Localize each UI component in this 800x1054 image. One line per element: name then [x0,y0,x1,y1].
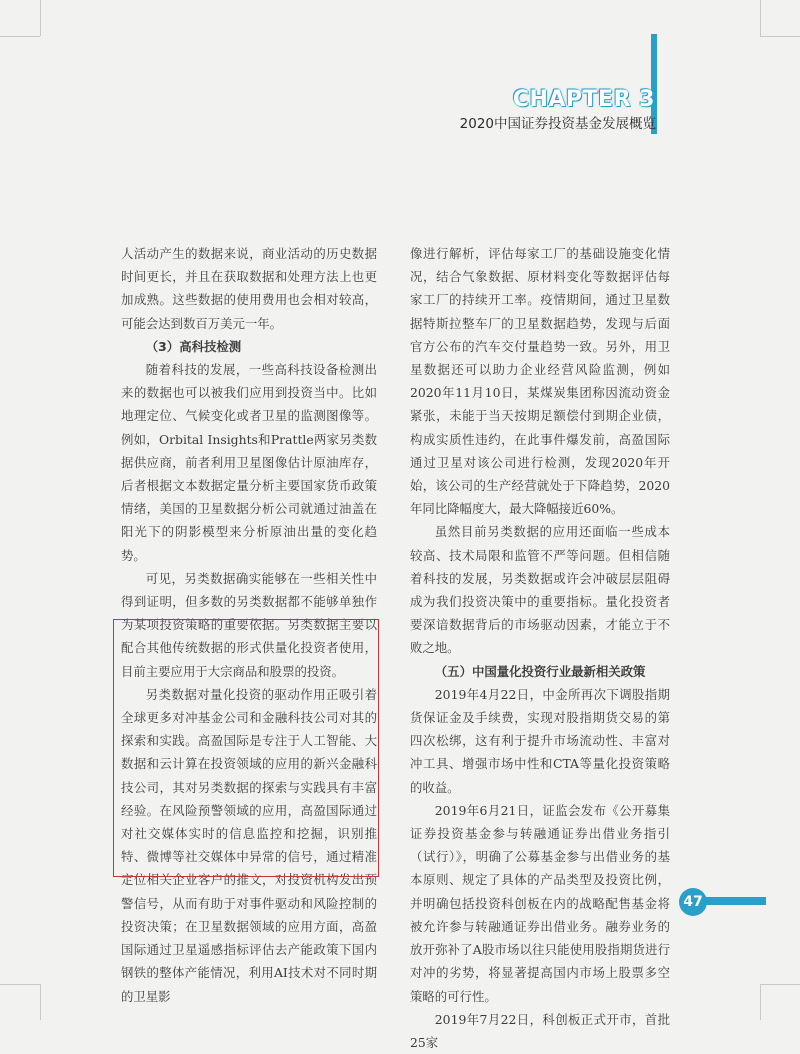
running-header-title: 2020中国证券投资基金发展概览 [459,116,656,132]
paragraph: 人活动产生的数据来说，商业活动的历史数据时间更长，并且在获取数据和处理方法上也更加成熟。这些数据的使用费用也会相对较高，可能会达到数百万美元一年。 [121,246,377,331]
crop-mark [760,36,800,37]
crop-mark [40,984,41,1020]
right-column [410,242,670,1054]
crop-mark [760,984,800,985]
crop-mark [760,0,761,36]
chapter-label: CHAPTER 3 [512,87,655,112]
section-heading: （五）中国量化投资行业最新相关政策 [434,663,646,679]
paragraph: 2019年7月22日，科创板正式开市，首批25家 [410,1011,670,1050]
paragraph: 像进行解析，评估每家工厂的基础设施变化情况，结合气象数据、原材料变化等数据评估每家工厂的持续开工率。疫情期间，通过卫星数据特斯拉整车厂的卫星数据趋势，发现与后面官方公布的汽车交付量趋势一致。另外，用卫星数据还可以助力企业经营风险监测，例如2020年11月10日，某煤炭集团称因流动资金紧张，未能于当天按期足额偿付到期企业债，构成实质性违约，在此事件爆发前，高盈国际通过卫星对该公司进行检测，发现2020年开始，该公司的生产经营就处于下降趋势，2020年同比降幅度大，最大降幅接近60%。 [410,246,670,517]
paragraph: 可见，另类数据确实能够在一些相关性中得到证明，但多数的另类数据都不能够单独作为某项投资策略的重要依据。另类数据主要以配合其他传统数据的形式供量化投资者使用，目前主要应用于大宗商品和股票的投资。 [121,570,377,679]
crop-mark [760,984,761,1020]
page-number: 47 [679,888,707,916]
paragraph: 虽然目前另类数据的应用还面临一些成本较高、技术局限和监管不严等问题。但相信随着科技的发展，另类数据或许会冲破层层阻碍成为我们投资决策中的重要指标。量化投资者要深谙数据背后的市场驱动因素，才能立于不败之地。 [410,524,670,656]
paragraph: 随着科技的发展，一些高科技设备检测出来的数据也可以被我们应用到投资当中。比如地理定位、气候变化或者卫星的监测图像等。例如，Orbital Insights和Prattle两家另类数据供应商，前者利用卫星图像估计原油库存，后者根据文本数据定量分析主要国家货币政策情绪，美国的卫星数据分析公司就通过油盖在阳光下的阴影模型来分析原油出量的变化趋势。 [121,362,377,563]
crop-mark [0,36,40,37]
highlight-box [113,619,379,877]
section-heading: （3）高科技检测 [145,338,242,354]
crop-mark [40,0,41,36]
crop-mark [0,984,40,985]
paragraph: 2019年6月21日，证监会发布《公开募集证券投资基金参与转融通证券出借业务指引（试行）》，明确了公募基金参与出借业务的基本原则、规定了具体的产品类型及投资比例，并明确包括投资科创板在内的战略配售基金将被允许参与转融通证券出借业务。融券业务的放开弥补了A股市场以往只能使用股指期货进行对冲的劣势，将显著提高国内市场上股票多空策略的可行性。 [410,802,670,1004]
highlighted-paragraph: 另类数据对量化投资的驱动作用正吸引着全球更多对冲基金公司和金融科技公司对其的探索和实践。高盈国际是专注于人工智能、大数据和云计算在投资领域的应用的新兴金融科技公司，其对另类数据的探索与实践具有丰富经验。在风险预警领域的应用，高盈国际通过对社交媒体实时的信息监控和挖掘，识别推特、微博等社交媒体中异常的信号，通过精准定位相关企业客户的推文，对投资机构发出预警信号，从而有助于对事件驱动和风险控制的投资决策；在卫星数据领域的应用方面，高盈国际通过卫星遥感指标评估去产能政策下国内钢铁的整体产能情况，利用AI技术对不同时期的卫星影 [121,686,377,1004]
page-number-bar [700,897,766,905]
paragraph: 2019年4月22日，中金所再次下调股指期货保证金及手续费，实现对股指期货交易的第四次松绑，这有利于提升市场流动性、丰富对冲工具、增强市场中性和CTA等量化投资策略的收益。 [410,686,670,795]
